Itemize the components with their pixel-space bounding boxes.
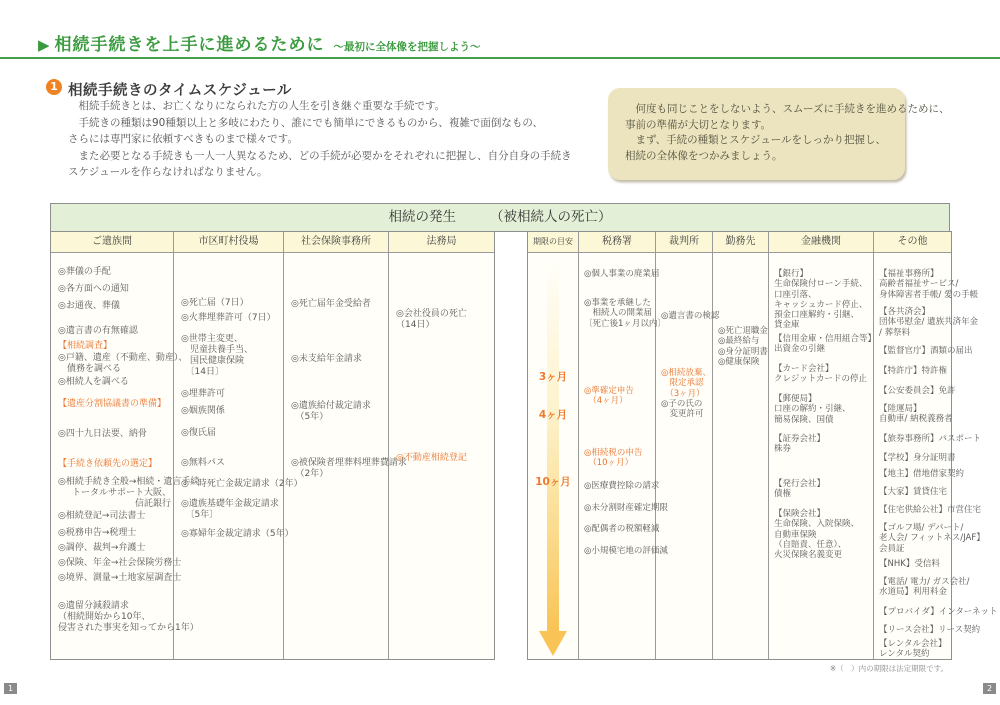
column-employer [713, 232, 769, 659]
column-legal-affairs-bureau [389, 232, 494, 659]
task-line: ◎保険、年金→社会保険労務士 [58, 558, 182, 568]
task-line: （自賠責、任意）、 [774, 539, 847, 550]
task-line: ◎四十九日法要、納骨 [58, 429, 147, 439]
column-body-municipal-office [174, 253, 303, 659]
note-box [608, 88, 950, 180]
task-item [58, 399, 171, 410]
intro-paragraph [68, 98, 572, 181]
task-line: 生命保険付ローン手続、 [774, 279, 868, 290]
column-header-legal-affairs-bureau: 法務局 [389, 232, 494, 253]
task-item [879, 523, 985, 554]
task-item [291, 299, 386, 310]
intro-line: 手続きの種類は90種類以上と多岐にわたり、誰にでも簡単にできるものから、複雑で面倒なもの、 [68, 116, 543, 129]
column-court [656, 232, 720, 659]
task-line: ◎医療費控除の請求 [584, 481, 660, 491]
page-number-right: 2 [983, 683, 996, 694]
task-line: （10ヶ月） [584, 458, 634, 469]
task-line: 相続人の開業届 [584, 308, 653, 319]
task-item [879, 505, 982, 515]
task-line: ◎最終給与 [718, 336, 760, 347]
column-social-insurance-office [284, 232, 407, 659]
task-line: クレジットカードの停止 [774, 374, 868, 385]
task-line: （相続開始から10年、 [58, 612, 151, 622]
task-line: ◎子の氏の [661, 399, 703, 409]
task-line: 火災保険名義変更 [774, 550, 843, 561]
task-line: ◎会社役員の死亡 [396, 309, 467, 319]
task-line: 【福祉事務所】 [879, 269, 939, 279]
task-line: 【大家】賃貸住宅 [879, 487, 948, 497]
right-table [527, 231, 998, 660]
task-item [879, 607, 998, 617]
task-line: 児童扶養手当、 [181, 345, 254, 355]
task-line: ◎境界、測量→土地家屋調査士 [58, 573, 182, 583]
column-municipal-office [174, 232, 303, 659]
task-line: キャッシュカード停止、 [774, 299, 868, 310]
task-item [181, 406, 281, 417]
task-line: ◎相続税の申告 [584, 448, 643, 458]
column-header-tax-office: 税務署 [579, 232, 655, 253]
task-line: 預金口座解約・引継、 [774, 310, 860, 321]
page-title: 相続手続きを上手に進めるために [54, 35, 325, 55]
timeline-label: 3ヶ月 [538, 371, 568, 383]
task-line: ◎世帯主変更、 [181, 334, 243, 344]
task-line: ◎復氏届 [181, 428, 216, 438]
task-line: 【プロバイダ】インターネット [879, 607, 998, 617]
task-line: ◎死亡退職金 [718, 326, 768, 336]
column-header-court: 裁判所 [656, 232, 712, 253]
task-line: ◎不動産相続登記 [396, 453, 467, 463]
task-line: 債務を調べる [58, 364, 122, 374]
task-item [584, 269, 660, 279]
task-line: ◎寡婦年金裁定請求（5年） [181, 529, 294, 539]
task-item [879, 559, 949, 569]
schedule-table [50, 203, 998, 673]
task-line: ◎遺言書の有無確認 [58, 326, 138, 336]
task-line: ◎小規模宅地の評価減 [584, 546, 668, 556]
task-line: 【旅券事務所】パスポート [879, 434, 982, 444]
task-line: 国民健康保険 [181, 356, 245, 366]
task-item [879, 434, 982, 444]
task-line: 債権 [774, 489, 792, 500]
task-line: ◎相続人を調べる [58, 377, 129, 387]
table-title-bar [50, 203, 950, 232]
task-line: ◎各方面への通知 [58, 284, 129, 294]
task-line: 生命保険、入院保険、 [774, 519, 860, 530]
task-item [879, 469, 965, 479]
task-line: 出資金の引継 [774, 344, 826, 355]
header-rule [0, 57, 1000, 59]
note-box-text [608, 88, 950, 164]
task-line: 【銀行】 [774, 269, 809, 279]
task-line: 株券 [774, 444, 792, 455]
task-item [58, 511, 171, 522]
task-line: 【リース会社】リース契約 [879, 625, 981, 635]
task-item [774, 269, 871, 331]
timeline-label: 4ヶ月 [538, 409, 568, 421]
task-line: 水道局】利用料金 [879, 587, 948, 598]
task-line: ◎一時死亡金裁定請求（2年） [181, 479, 303, 489]
task-item [58, 267, 171, 278]
task-item [58, 301, 171, 312]
task-line: ◎お通夜、葬儀 [58, 301, 120, 311]
task-line: レンタル契約 [879, 649, 930, 660]
table-title: 相続の発生 [388, 209, 456, 225]
page-number-left: 1 [4, 683, 17, 694]
task-line: （5年） [291, 412, 329, 422]
task-item [879, 366, 949, 376]
task-line: 【カード会社】 [774, 364, 834, 374]
task-line: 【電話/ 電力/ ガス会社/ [879, 577, 970, 587]
task-line: 【ゴルフ場/ デパート/ [879, 523, 964, 533]
task-line: ◎未分割財産確定期限 [584, 503, 668, 513]
task-line: 【地主】借地借家契約 [879, 469, 965, 479]
task-item [58, 429, 171, 440]
column-body-tax-office [579, 253, 668, 659]
task-line: 【住宅供給公社】市営住宅 [879, 505, 982, 515]
task-item [718, 326, 766, 367]
column-body-legal-affairs-bureau [389, 253, 494, 659]
task-item [181, 458, 281, 469]
table-title-note: （被相続人の死亡） [490, 209, 612, 225]
task-line: / 葬祭料 [879, 327, 911, 338]
task-line: 老人会/ フィットネス/JAF】 [879, 533, 985, 544]
column-header-others: その他 [874, 232, 951, 253]
task-item [181, 298, 281, 309]
header-arrow-icon: ▶ [38, 36, 50, 54]
task-item [584, 524, 660, 534]
task-line: ◎戸籍、遺産（不動産、動産）、 [58, 353, 188, 363]
column-body-employer [713, 253, 768, 659]
task-line: ◎被保険者埋葬料埋葬費請求 [291, 458, 407, 468]
task-line: ◎死亡届（7日） [181, 298, 249, 308]
task-item [879, 404, 953, 425]
timeline-arrow-head [539, 631, 567, 656]
task-item [291, 401, 386, 423]
task-line: ◎遺族給付裁定請求 [291, 401, 371, 411]
task-line: ◎火葬埋葬許可（7日） [181, 313, 276, 323]
task-item [58, 353, 188, 375]
note-line: 相続の全体像をつかみましょう。 [625, 149, 783, 162]
task-item [774, 334, 877, 355]
task-item [584, 386, 653, 407]
task-line: 変更許可 [661, 409, 704, 420]
task-line: ◎未支給年金請求 [291, 354, 362, 364]
task-line: ◎葬儀の手配 [58, 267, 111, 277]
task-line: （14日） [396, 320, 435, 330]
task-line: ◎死亡届年金受給者 [291, 299, 371, 309]
column-header-municipal-office: 市区町村役場 [174, 232, 283, 253]
task-line: ◎相続放棄、 [661, 368, 711, 378]
column-body-social-insurance-office [284, 253, 407, 659]
task-line: 団体弔慰金/ 遺族共済年金 [879, 317, 979, 328]
task-item [879, 625, 981, 635]
task-line: 限定承認 [661, 378, 704, 389]
intro-line: スケジュールを作らなければなりません。 [68, 166, 268, 178]
column-header-employer: 勤務先 [713, 232, 768, 253]
task-line: ◎調停、裁判→弁護士 [58, 543, 146, 553]
task-item [396, 453, 492, 464]
task-line: （4ヶ月） [584, 396, 628, 407]
task-item [879, 453, 956, 463]
task-item [774, 364, 871, 385]
task-item [661, 399, 710, 420]
column-body-others [874, 253, 998, 660]
note-line: 事前の準備が大切となります。 [625, 118, 772, 131]
task-line: 貸金庫 [774, 320, 800, 331]
task-line: ◎姻族関係 [181, 406, 225, 416]
page-subtitle: ～最初に全体像を把握しよう～ [333, 41, 481, 53]
task-line: 口座引落、 [774, 289, 817, 300]
task-line: ◎相続登記→司法書士 [58, 511, 146, 521]
task-line: 【手続き依頼先の選定】 [58, 459, 158, 469]
left-table [50, 231, 495, 660]
table-footnote: ※（ ）内の期限は法定期限です。 [829, 664, 948, 673]
column-body-court [656, 253, 720, 659]
task-line: ◎無料パス [181, 458, 225, 468]
task-line: ◎健康保険 [718, 356, 760, 367]
task-item [774, 509, 871, 560]
section-title: 相続手続きのタイムスケジュール [68, 83, 292, 99]
task-line: ◎個人事業の廃業届 [584, 269, 660, 279]
task-line: 【学校】身分証明書 [879, 453, 956, 463]
task-item [879, 346, 973, 356]
task-item [181, 313, 281, 324]
intro-line: また必要となる手続きも一人一人異なるため、どの手続が必要かをそれぞれに把握し、自分自身の手続き [68, 149, 572, 162]
task-item [181, 499, 281, 521]
task-line: 【NHK】受信料 [879, 559, 940, 569]
column-header-financial-institutions: 金融機関 [769, 232, 873, 253]
note-line: まず、手続の種類とスケジュールをしっかり把握し、 [625, 134, 887, 146]
task-item [291, 354, 386, 365]
task-line: 【発行会社】 [774, 479, 826, 489]
column-others [874, 232, 998, 660]
column-tax-office [579, 232, 668, 659]
task-item [879, 577, 970, 598]
task-line: 会員証 [879, 543, 905, 554]
task-item [879, 386, 956, 396]
task-line: 簡易保険、国債 [774, 414, 834, 425]
task-line: ◎準確定申告 [584, 386, 634, 396]
column-header-deadline-timeline: 期限の目安 [528, 232, 578, 253]
column-financial-institutions [769, 232, 877, 659]
task-item [58, 326, 171, 337]
task-line: ◎税務申告→税理士 [58, 528, 137, 538]
task-line: 【保険会社】 [774, 509, 826, 519]
task-line: 身体障害者手帳/ 愛の手帳 [879, 289, 979, 300]
column-body-financial-institutions [769, 253, 877, 659]
task-line: ◎身分証明書 [718, 346, 768, 357]
task-line: ◎遺言書の検認 [661, 311, 720, 321]
task-item [584, 546, 668, 556]
task-item [58, 558, 182, 569]
task-item [291, 458, 407, 480]
task-item [774, 394, 871, 425]
task-line: 【信用金庫・信用組合等】 [774, 334, 877, 344]
task-item [879, 307, 979, 338]
task-item [181, 428, 281, 439]
task-item [661, 311, 720, 321]
task-line: 【特許庁】特許権 [879, 366, 948, 376]
task-item [879, 639, 949, 660]
task-item [181, 334, 281, 378]
task-line: トータルサポート大阪、 [71, 488, 171, 498]
task-item [396, 309, 492, 331]
task-line: ◎相続手続き全般→相続・遺言手続 [58, 477, 200, 487]
column-deadline-timeline [528, 232, 579, 659]
task-line: 口座の解約・引継、 [774, 404, 851, 415]
task-item [661, 368, 710, 399]
task-item [58, 377, 171, 388]
task-item [181, 479, 303, 490]
task-line: 【レンタル会社】 [879, 639, 947, 649]
task-line: ◎事業を承継した [584, 298, 651, 308]
task-line: 【監督官庁】酒類の届出 [879, 346, 973, 356]
task-item [58, 543, 171, 554]
timeline-arrow-shaft [547, 259, 559, 631]
task-line: 【遺産分割協議書の準備】 [58, 399, 167, 409]
task-line: 信託銀行 [134, 499, 171, 509]
task-line: 侵害された事実を知ってから1年） [58, 623, 199, 633]
task-line: 自動車保険 [774, 529, 817, 540]
task-item [58, 284, 171, 295]
task-item [58, 459, 171, 470]
task-item [584, 448, 653, 469]
task-line: 【陸運局】 [879, 404, 922, 414]
task-item [58, 573, 182, 584]
task-item [584, 298, 666, 329]
task-line: ◎配偶者の税額軽減 [584, 524, 660, 534]
column-header-family: ご遺族間 [51, 232, 173, 253]
task-line: 【証券会社】 [774, 434, 826, 444]
intro-line: 相続手続きとは、お亡くなりになられた方の人生を引き継ぐ重要な手続です。 [68, 100, 446, 112]
task-line: （3ヶ月） [661, 388, 705, 399]
task-line: 【郵便局】 [774, 394, 817, 404]
task-item [879, 269, 979, 300]
task-item [584, 503, 668, 513]
task-line: 自動車/ 納税義務者 [879, 414, 953, 425]
task-line: 〔死亡後1ヶ月以内〕 [584, 318, 666, 329]
note-line: 何度も同じことをしないよう、スムーズに手続きを進めるために、 [625, 103, 950, 115]
timeline-label: 10ヶ月 [535, 476, 571, 488]
task-item [58, 601, 199, 634]
task-item [774, 434, 871, 455]
page-header [38, 30, 481, 55]
task-item [879, 487, 949, 497]
column-header-social-insurance-office: 社会保険事務所 [284, 232, 388, 253]
task-line: 【公安委員会】免許 [879, 386, 956, 396]
task-line: ◎埋葬許可 [181, 389, 225, 399]
column-body-deadline-timeline [528, 253, 578, 659]
task-item [58, 528, 171, 539]
task-item [58, 477, 200, 510]
task-item [181, 389, 281, 400]
task-item [181, 529, 294, 540]
task-line: 〔5年〕 [181, 510, 219, 520]
task-line: （2年） [291, 469, 329, 479]
task-line: ◎遺族基礎年金裁定請求 [181, 499, 279, 509]
intro-line: さらには専門家に依頼すべきものまで様々です。 [68, 133, 298, 145]
task-line: 【各共済会】 [879, 307, 931, 317]
task-line: 【相続調査】 [58, 341, 113, 351]
task-item [584, 481, 660, 491]
task-line: ◎遺留分減殺請求 [58, 601, 129, 611]
task-item [774, 479, 871, 500]
task-line: 〔14日〕 [181, 367, 224, 377]
task-item [58, 341, 171, 352]
section-number-badge: 1 [46, 79, 62, 95]
task-line: 高齢者福祉サービス/ [879, 279, 959, 290]
